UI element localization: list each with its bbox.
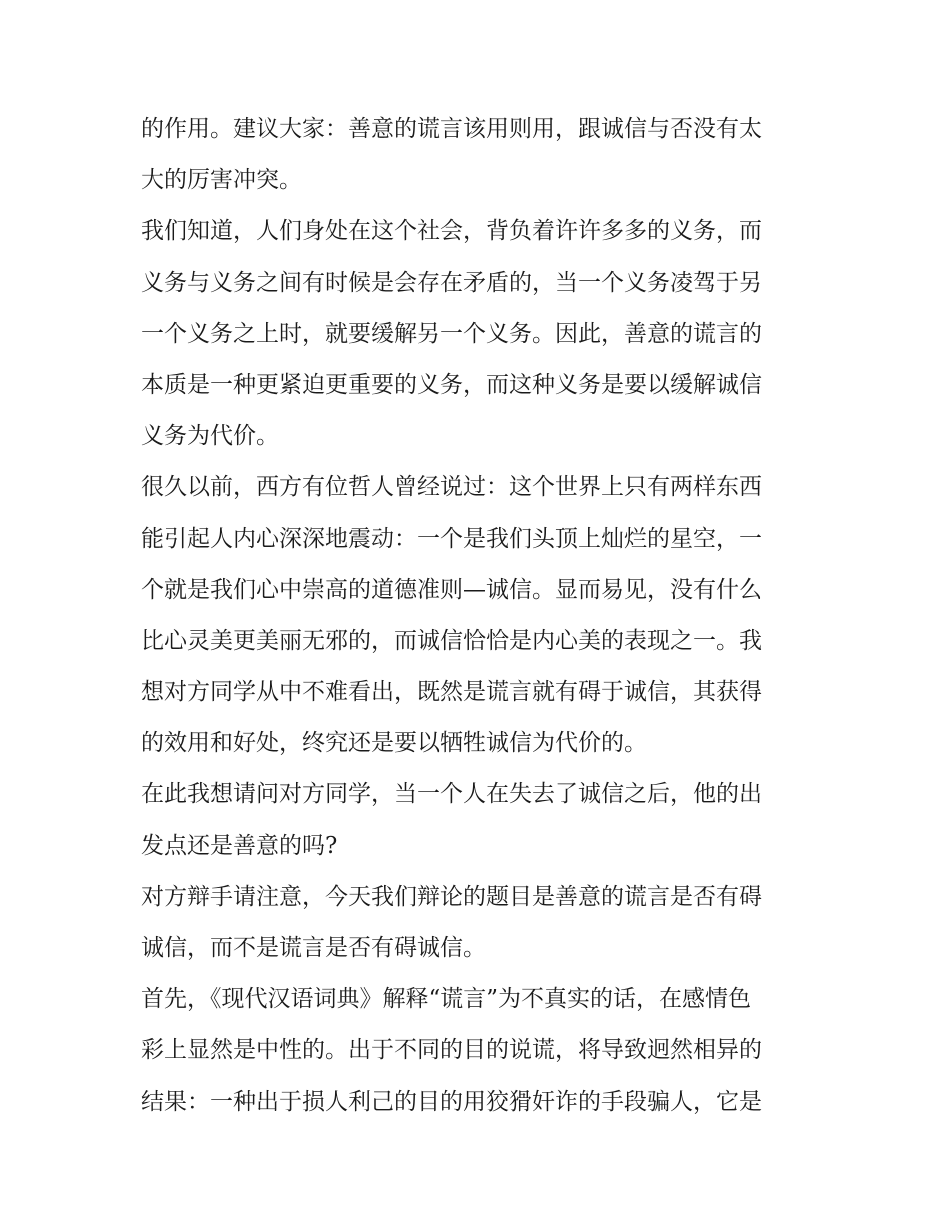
text-line: 的效用和好处，终究还是要以牺牲诚信为代价的。 — [141, 730, 647, 757]
text-line: 在此我想请问对方同学，当一个人在失去了诚信之后，他的出 — [141, 781, 762, 808]
text-line: 彩上显然是中性的。出于不同的目的说谎，将导致迥然相异的 — [141, 1037, 762, 1064]
document-body — [141, 104, 813, 1128]
text-line: 一个义务之上时，就要缓解另一个义务。因此，善意的谎言的 — [141, 320, 762, 347]
text-line: 结果：一种出于损人利己的目的用狡猾奸诈的手段骗人，它是 — [141, 1088, 762, 1115]
text-line: 本质是一种更紧迫更重要的义务，而这种义务是要以缓解诚信 — [141, 371, 762, 398]
text-line: 义务与义务之间有时候是会存在矛盾的，当一个义务凌驾于另 — [141, 269, 762, 296]
text-line: 很久以前，西方有位哲人曾经说过：这个世界上只有两样东西 — [141, 474, 762, 501]
text-line: 义务为代价。 — [141, 423, 279, 450]
text-line: 发点还是善意的吗? — [141, 832, 338, 859]
text-line: 个就是我们心中崇高的道德准则—诚信。显而易见，没有什么 — [141, 576, 762, 603]
text-line: 能引起人内心深深地震动：一个是我们头顶上灿烂的星空，一 — [141, 525, 762, 552]
text-line: 比心灵美更美丽无邪的，而诚信恰恰是内心美的表现之一。我 — [141, 627, 762, 654]
text-line: 我们知道，人们身处在这个社会，背负着许许多多的义务，而 — [141, 218, 762, 245]
text-line: 诚信，而不是谎言是否有碍诚信。 — [141, 935, 486, 961]
text-line: 对方辩手请注意，今天我们辩论的题目是善意的谎言是否有碍 — [141, 883, 762, 910]
text-line: 想对方同学从中不难看出，既然是谎言就有碍于诚信，其获得 — [141, 679, 762, 706]
text-line: 首先，《现代汉语词典》解释“谎言”为不真实的话，在感情色 — [141, 986, 752, 1013]
text-line: 的作用。建议大家：善意的谎言该用则用，跟诚信与否没有太 — [141, 116, 762, 142]
text-line: 大的厉害冲突。 — [141, 167, 302, 194]
